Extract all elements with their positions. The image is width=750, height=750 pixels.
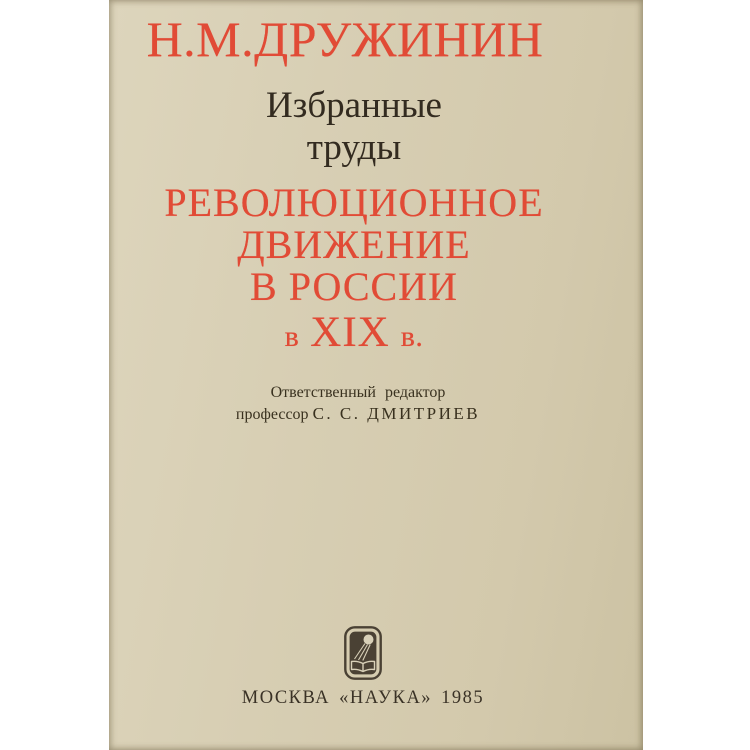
publisher-logo (109, 626, 617, 682)
main-title-line4-roman-numeral: XIX (310, 309, 390, 356)
editor-note-line2 (104, 403, 612, 425)
main-title (100, 182, 608, 358)
main-title-line1: РЕВОЛЮЦИОННОЕ (164, 180, 544, 225)
editor-role: профессор (235, 406, 309, 423)
nauka-emblem-icon (344, 626, 382, 680)
paper-page (109, 0, 643, 750)
series-title-line1: Избранные (266, 85, 442, 126)
main-title-line3: В РОССИИ (250, 264, 458, 309)
editor-name: С. С. ДМИТРИЕВ (312, 404, 481, 423)
main-title-line4-prefix: в (284, 320, 300, 353)
series-title (100, 85, 608, 169)
main-title-line4 (100, 309, 608, 358)
main-title-line2: ДВИЖЕНИЕ (237, 222, 471, 267)
author-name: Н.М.ДРУЖИНИН (146, 11, 544, 67)
editor-note-line1: Ответственный редактор (270, 384, 446, 401)
imprint-line: МОСКВА «НАУКА» 1985 (241, 688, 485, 708)
editor-note (104, 382, 612, 425)
series-title-line2: труды (306, 127, 402, 168)
main-title-line4-suffix: в. (400, 320, 424, 353)
